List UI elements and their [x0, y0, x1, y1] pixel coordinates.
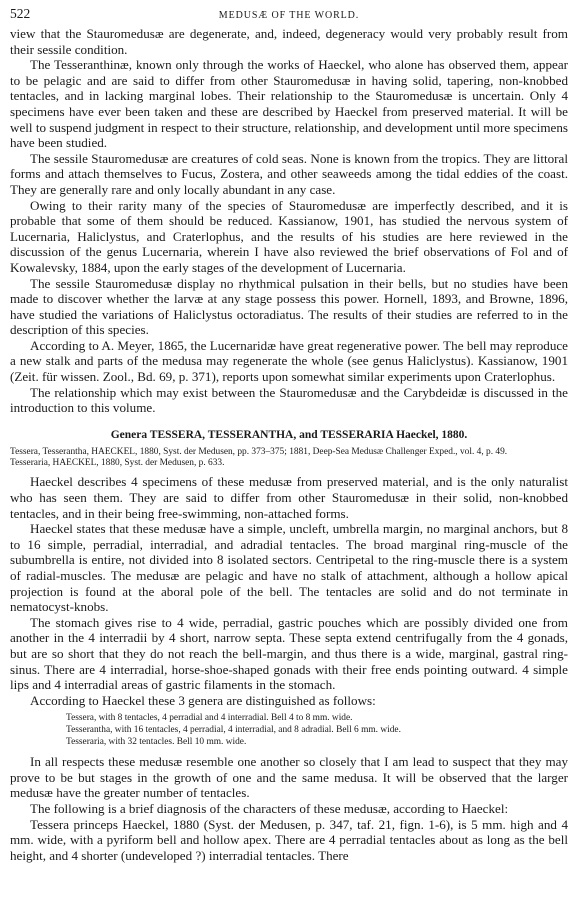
- paragraph: Tessera princeps Haeckel, 1880 (Syst. der Medusen, p. 347, taf. 21, fign. 1-6), is 5 mm. high and 4 mm. wide, with a pyriform bell and hollow apex. There are 4 perradial tentacles about as long as the bell height, and 4 shorter (undeveloped ?) interradial tentacles. There: [10, 816, 568, 863]
- paragraph: The relationship which may exist between the Stauromedusæ and the Carybdeidæ is discussed in the introduction to this volume.: [10, 384, 568, 416]
- reference-line: Tesseraria, HAECKEL, 1880, Syst. der Medusen, p. 633.: [10, 458, 225, 469]
- paragraph: The following is a brief diagnosis of the characters of these medusæ, according to Haeckel:: [30, 800, 509, 816]
- paragraph: Haeckel states that these medusæ have a simple, uncleft, umbrella margin, no marginal anchors, but 8 to 16 simple, perradial, interradial, and adradial tentacles. The broad marginal ring-muscle of the subumbrella is entire, not divided into 8 isolated sectors. Centripetal to the ring-muscle there is a system of radial-muscles. The medusæ are pelagic and have no stalk of attachment, although a hollow apical projection is found at the aboral pole of the bell. The tentacles are solid and do not terminate in nematocyst-knobs.: [10, 521, 568, 615]
- running-title: MEDUSÆ OF THE WORLD.: [218, 10, 360, 21]
- paragraph: Owing to their rarity many of the species of Stauromedusæ are imperfectly described, and it is probable that some of them should be reduced. Kassianow, 1901, has studied the nervous system of Lucernaria, Haliclystus, and Craterlophus, and the results of his studies are here reviewed in the discussion of the genus Lucernaria, wherein I have also reviewed the brief observations of Fol and of Kowalevsky, 1884, upon the early stages of the development of Lucernaria.: [10, 197, 568, 275]
- paragraph: The stomach gives rise to 4 wide, perradial, gastric pouches which are possibly divided one from another in the 4 interradii by 4 short, narrow septa. These septa extend centrifugally from the 4 gonads, but are so short that they do not reach the bell-margin, and thus there is a wide, marginal, gastral ring-sinus. There are 4 interradial, horse-shoe-shaped gonads with their free ends pointing outward. 4 simple lips and 4 interradial areas of gastric filaments in the stomach.: [10, 614, 568, 693]
- key-entry: Tessera, with 8 tentacles, 4 perradial and 4 interradial. Bell 4 to 8 mm. wide.: [66, 713, 353, 724]
- page-header: [10, 4, 568, 24]
- paragraph: In all respects these medusæ resemble one another so closely that I am lead to suspect that they may prove to be but stages in the growth of one and the same medusa. It will be observed that the larger medusæ have the greater number of tentacles.: [10, 754, 568, 801]
- key-entry: Tesserantha, with 16 tentacles, 4 perradial, 4 interradial, and 8 adradial. Bell 6 mm. wide.: [66, 724, 401, 735]
- references: [10, 447, 568, 469]
- section-heading: Genera TESSERA, TESSERANTHA, and TESSERARIA Haeckel, 1880.: [110, 428, 468, 441]
- paragraph: view that the Stauromedusæ are degenerate, and, indeed, degeneracy would very probably result from their sessile condition.: [10, 26, 568, 57]
- section-body: [10, 474, 568, 708]
- closing-section: [10, 754, 568, 863]
- paragraph: The sessile Stauromedusæ display no rhythmical pulsation in their bells, but no studies have been made to discover whether the larvæ at any stage possess this power. Hornell, 1893, and Browne, 1896, have studied the variations of Haliclystus octoradiatus. The results of their studies are referred to in the description of this species.: [10, 275, 568, 338]
- reference-line: Tessera, Tesserantha, HAECKEL, 1880, Syst. der Medusen, pp. 373–375; 1881, Deep-Sea Medusæ Challenger Exped., vol. 4, p. 49.: [10, 447, 508, 458]
- paragraph: The Tesseranthinæ, known only through the works of Haeckel, who alone has observed them, appear to be pelagic and are said to differ from other Stauromedusæ in having solid, tapering, non-knobbed tentacles, and in lacking marginal lobes. Their relationship to the Stauromedusæ is uncertain. Only 4 specimens have ever been taken and these are described by Haeckel from preserved material. It will be well to suspend judgment in respect to their structure, relationship, and development until more specimens have been studied.: [10, 57, 568, 151]
- page-number: 522: [10, 6, 31, 21]
- paragraph: According to Haeckel these 3 genera are distinguished as follows:: [30, 692, 376, 708]
- genera-key: [66, 713, 568, 748]
- paragraph: According to A. Meyer, 1865, the Lucernaridæ have great regenerative power. The bell may reproduce a new stalk and parts of the medusa may regenerate the whole (see genus Haliclystus). Kassianow, 1901 (Zeit. für wissen. Zool., Bd. 69, p. 371), reports upon somewhat similar experiments upon Craterlophus.: [10, 337, 568, 385]
- paragraph: The sessile Stauromedusæ are creatures of cold seas. None is known from the tropics. They are littoral forms and attach themselves to Fucus, Zostera, and other seaweeds among the tidal eddies of the coast. They are generally rare and only locally abundant in any case.: [10, 150, 568, 197]
- key-entry: Tesseraria, with 32 tentacles. Bell 10 mm. wide.: [66, 736, 247, 747]
- intro-section: [10, 26, 568, 416]
- paragraph: Haeckel describes 4 specimens of these medusæ from preserved material, and is the only naturalist who has seen them. They are said to differ from other Stauromedusæ in their solid, non-knobbed tentacles, and in their being free-swimming, non-attached forms.: [10, 474, 568, 521]
